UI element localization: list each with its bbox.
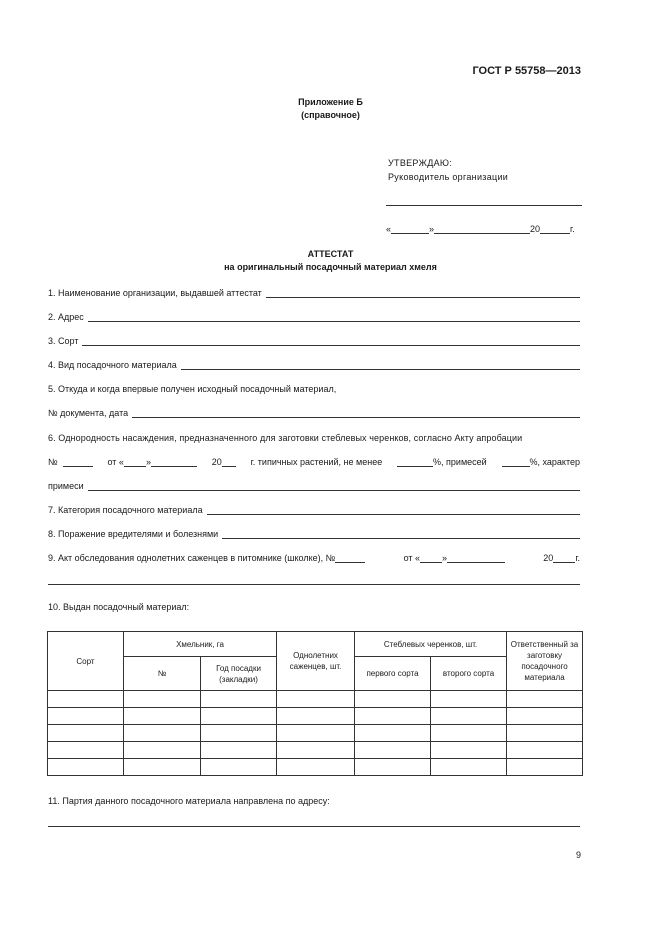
- material-type-input-line[interactable]: [181, 361, 580, 370]
- field-issued: 10. Выдан посадочный материал:: [48, 602, 190, 612]
- header-first-grade: первого сорта: [355, 657, 431, 691]
- table-cell[interactable]: [431, 742, 507, 759]
- table-cell[interactable]: [124, 759, 201, 776]
- approve-label: УТВЕРЖДАЮ:: [388, 158, 453, 168]
- table-cell[interactable]: [277, 708, 355, 725]
- table-row: [48, 708, 583, 725]
- table-cell[interactable]: [48, 742, 124, 759]
- header-variety: Сорт: [48, 632, 124, 691]
- table-row: [48, 759, 583, 776]
- standard-number: ГОСТ Р 55758—2013: [472, 65, 581, 77]
- table-cell[interactable]: [431, 725, 507, 742]
- table-row: [48, 742, 583, 759]
- field-organization: 1. Наименование организации, выдавшей аттестат: [48, 286, 580, 298]
- table-cell[interactable]: [201, 708, 277, 725]
- document-subtitle: на оригинальный посадочный материал хмеля: [224, 262, 437, 272]
- inspection-continuation-line[interactable]: [48, 584, 580, 585]
- field-impurity: примеси: [48, 479, 580, 491]
- issued-material-table: [47, 631, 583, 776]
- address-input-line[interactable]: [88, 313, 580, 322]
- header-hop-garden: Хмельник, га: [124, 632, 277, 657]
- organization-input-line[interactable]: [266, 289, 580, 298]
- table-cell[interactable]: [431, 708, 507, 725]
- approve-role: Руководитель организации: [388, 172, 509, 182]
- header-responsible: Ответственный за заготовку посадочного материала: [507, 632, 583, 691]
- inspection-year-blank[interactable]: [553, 554, 575, 563]
- approval-date: « » 20 г.: [386, 224, 575, 234]
- field-material-type: 4. Вид посадочного материала: [48, 358, 580, 370]
- table-cell[interactable]: [507, 691, 583, 708]
- field-document-date: № документа, дата: [48, 406, 580, 418]
- table-cell[interactable]: [201, 691, 277, 708]
- table-cell[interactable]: [507, 742, 583, 759]
- table-cell[interactable]: [277, 742, 355, 759]
- table-cell[interactable]: [431, 691, 507, 708]
- table-cell[interactable]: [355, 759, 431, 776]
- field-pests: 8. Поражение вредителями и болезнями: [48, 527, 580, 539]
- table-cell[interactable]: [277, 691, 355, 708]
- field-address: 2. Адрес: [48, 310, 580, 322]
- document-title: АТТЕСТАТ: [307, 249, 354, 259]
- field-uniformity: 6. Однородность насаждения, предназначенного для заготовки стеблевых черенков, согласно Акту апробации: [48, 433, 523, 443]
- field-inspection-act: 9. Акт обследования однолетних саженцев в питомнике (школке), № от « » 20 г.: [48, 553, 580, 563]
- act-number-blank[interactable]: [63, 458, 93, 467]
- table-cell[interactable]: [201, 725, 277, 742]
- document-date-input-line[interactable]: [132, 409, 580, 418]
- field-destination: 11. Партия данного посадочного материала направлена по адресу:: [48, 796, 330, 806]
- appendix-heading: [0, 96, 661, 122]
- table-cell[interactable]: [48, 708, 124, 725]
- date-day-blank[interactable]: [391, 225, 429, 234]
- header-number: №: [124, 657, 201, 691]
- act-month-blank[interactable]: [151, 458, 197, 467]
- header-second-grade: второго сорта: [431, 657, 507, 691]
- field-category: 7. Категория посадочного материала: [48, 503, 580, 515]
- field-variety: 3. Сорт: [48, 334, 580, 346]
- table-cell[interactable]: [507, 725, 583, 742]
- table-cell[interactable]: [124, 725, 201, 742]
- field-uniformity-details: № от « » 20 г. типичных растений, не менее %, примесей %, характер: [48, 457, 580, 467]
- table-cell[interactable]: [355, 708, 431, 725]
- table-row: [48, 725, 583, 742]
- table-cell[interactable]: [355, 742, 431, 759]
- typical-percent-blank[interactable]: [397, 458, 433, 467]
- impurity-percent-blank[interactable]: [502, 458, 530, 467]
- act-year-blank[interactable]: [222, 458, 236, 467]
- table-cell[interactable]: [201, 759, 277, 776]
- table-cell[interactable]: [277, 759, 355, 776]
- table-cell[interactable]: [124, 691, 201, 708]
- table-cell[interactable]: [48, 691, 124, 708]
- header-cuttings: Стеблевых черенков, шт.: [355, 632, 507, 657]
- date-month-blank[interactable]: [434, 225, 530, 234]
- destination-input-line[interactable]: [48, 826, 580, 827]
- appendix-title: Приложение Б: [298, 97, 363, 107]
- act-day-blank[interactable]: [124, 458, 146, 467]
- table-row: [48, 691, 583, 708]
- table-cell[interactable]: [355, 725, 431, 742]
- header-planting-year: Год посадки (закладки): [201, 657, 277, 691]
- header-annual-seedlings: Однолетних саженцев, шт.: [277, 632, 355, 691]
- inspection-number-blank[interactable]: [335, 554, 365, 563]
- inspection-month-blank[interactable]: [447, 554, 505, 563]
- table-cell[interactable]: [48, 725, 124, 742]
- table-cell[interactable]: [124, 708, 201, 725]
- table-cell[interactable]: [431, 759, 507, 776]
- category-input-line[interactable]: [207, 506, 580, 515]
- date-year-blank[interactable]: [540, 225, 570, 234]
- impurity-input-line[interactable]: [88, 482, 580, 491]
- page-number: 9: [575, 850, 581, 860]
- field-source: 5. Откуда и когда впервые получен исходный посадочный материал,: [48, 384, 337, 394]
- table-cell[interactable]: [48, 759, 124, 776]
- inspection-day-blank[interactable]: [420, 554, 442, 563]
- table-cell[interactable]: [201, 742, 277, 759]
- table-cell[interactable]: [277, 725, 355, 742]
- variety-input-line[interactable]: [82, 337, 580, 346]
- table-cell[interactable]: [355, 691, 431, 708]
- signature-line[interactable]: [386, 205, 582, 206]
- pests-input-line[interactable]: [222, 530, 580, 539]
- appendix-kind: (справочное): [301, 110, 360, 120]
- table-cell[interactable]: [124, 742, 201, 759]
- table-cell[interactable]: [507, 708, 583, 725]
- table-cell[interactable]: [507, 759, 583, 776]
